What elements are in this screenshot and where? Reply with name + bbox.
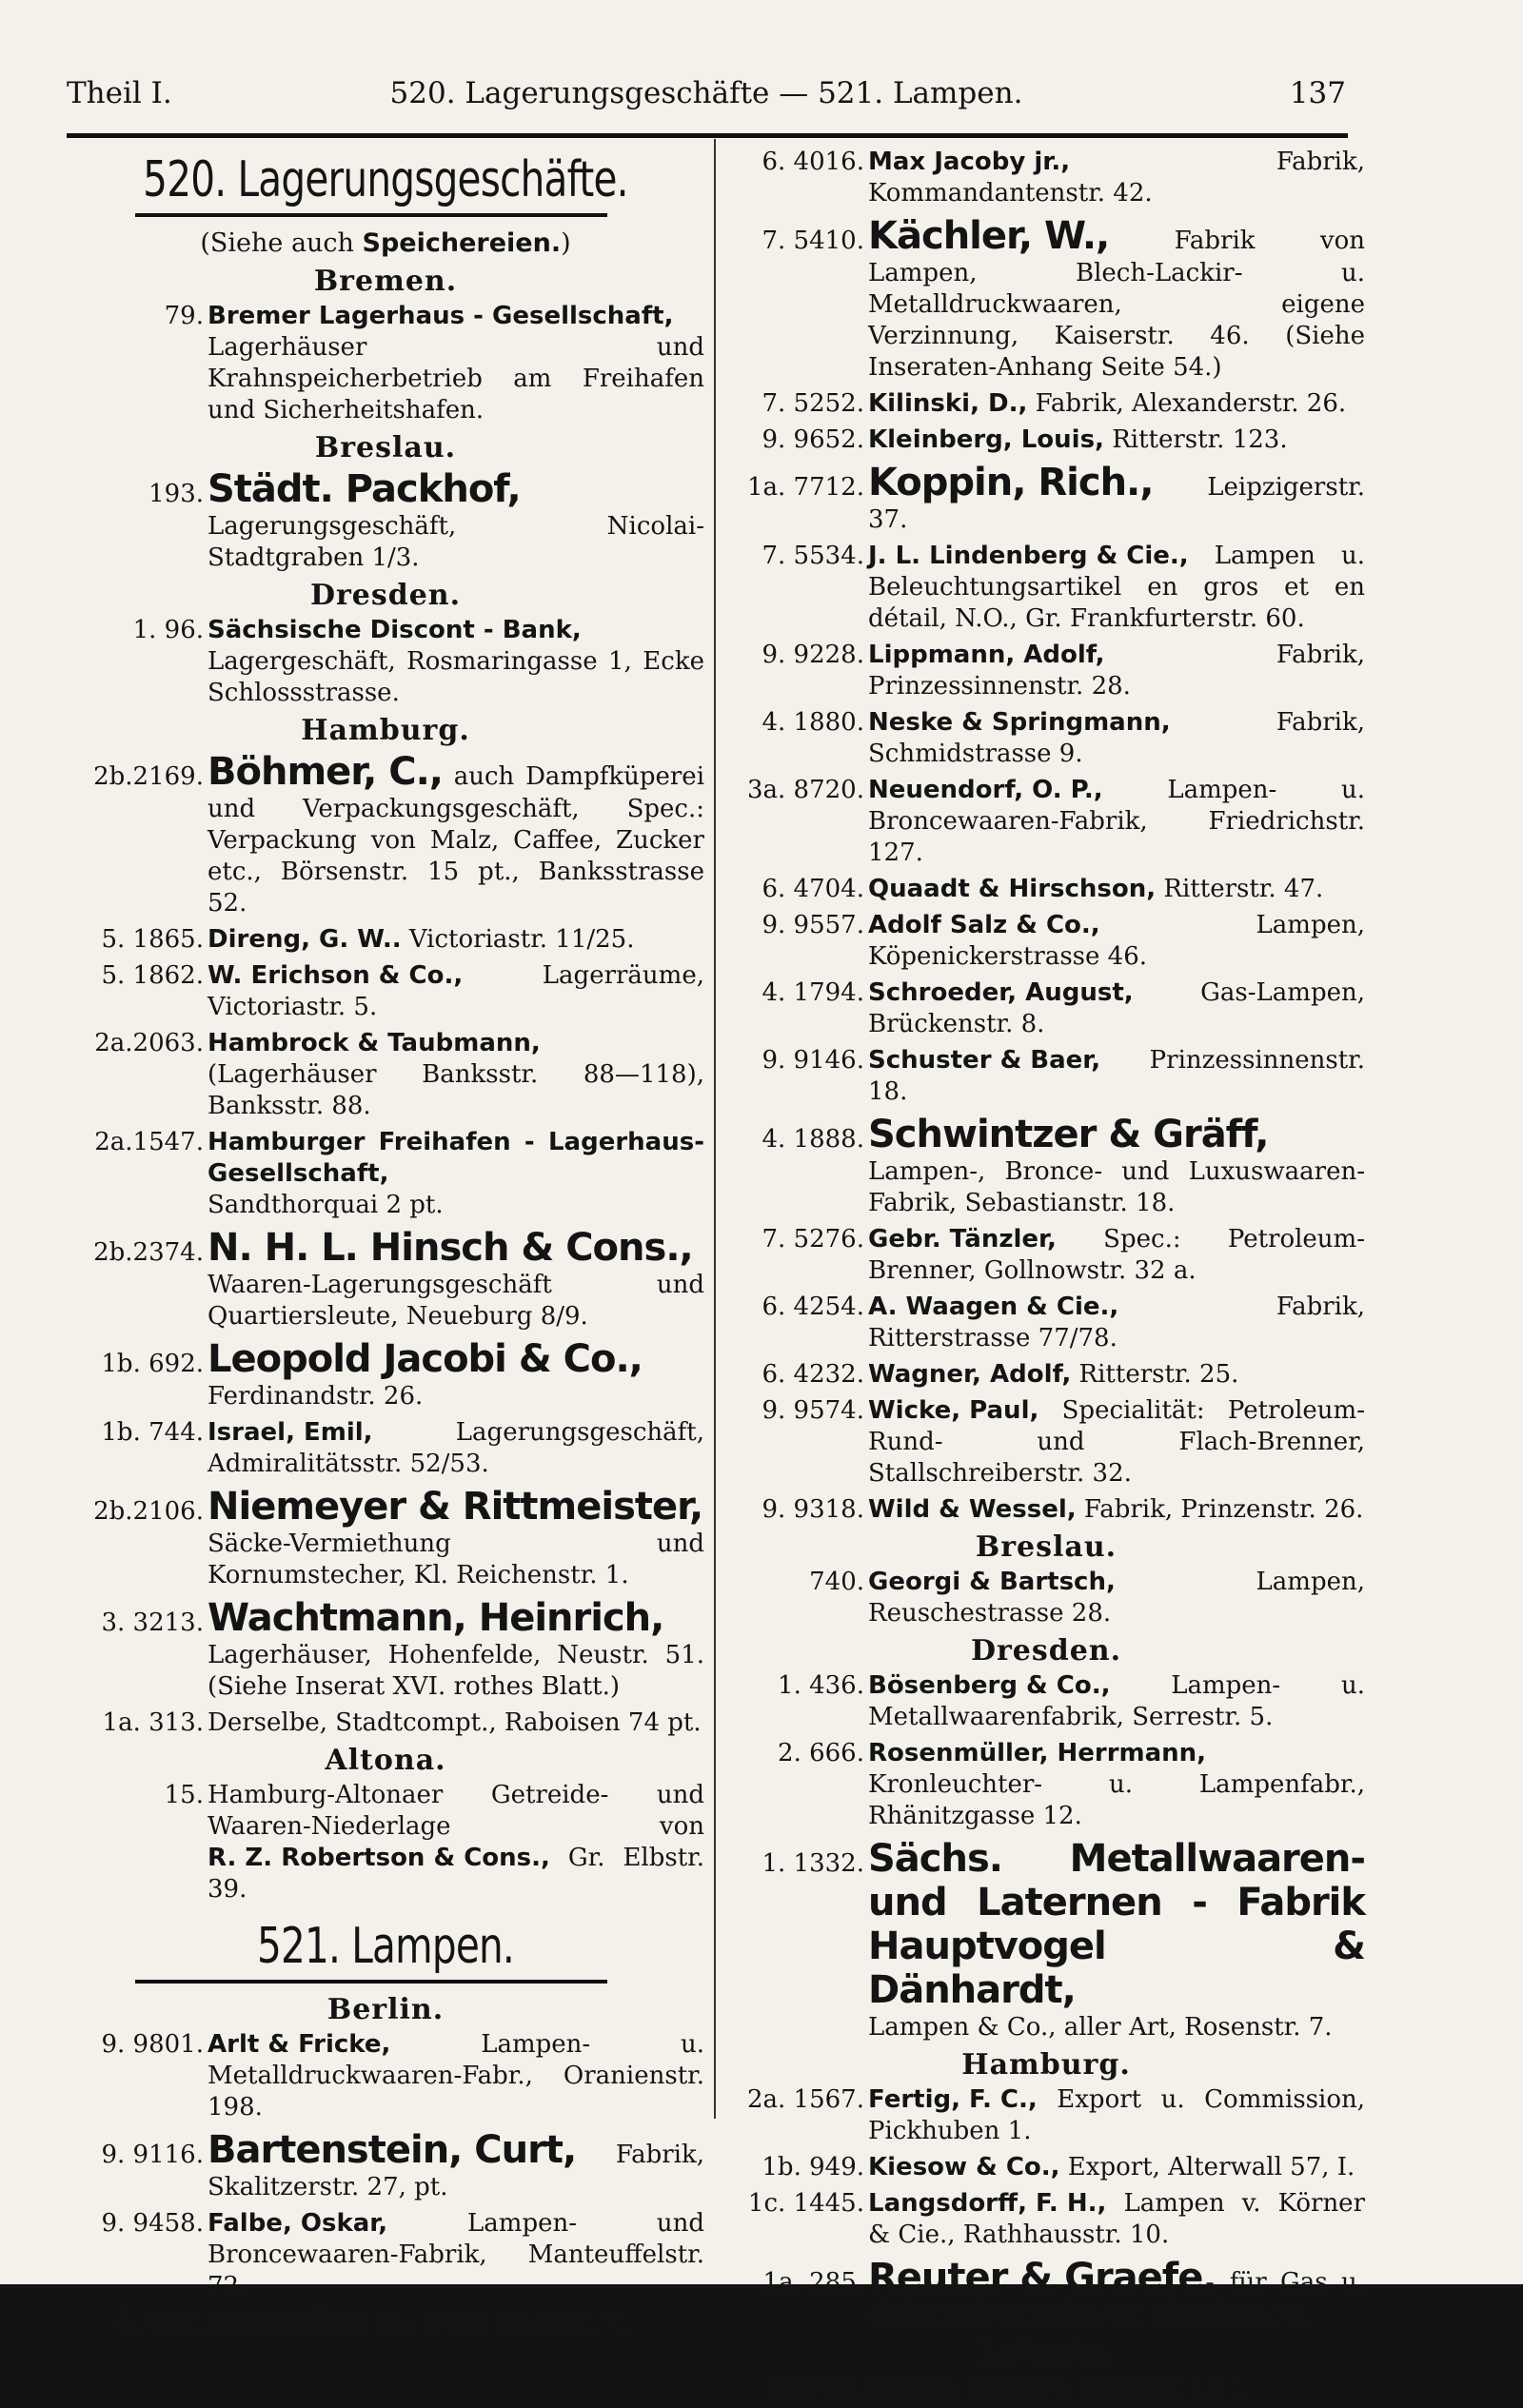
entry-text: Neue Rossstr. 7. — [423, 2308, 628, 2337]
list-item — [727, 2372, 1365, 2403]
entry-number: 6. 4232. — [762, 1360, 864, 1389]
section-title-520: 520. Lagerungsgeschäfte. — [143, 151, 628, 208]
entry-number: 1a. 313. — [102, 1708, 204, 1737]
entry-text: Fabrik, Skalitzerstr. 27, pt. — [208, 2141, 704, 2201]
entry-number: 9. 9458. — [101, 2209, 204, 2238]
list-item — [727, 1224, 1365, 1287]
firm-name: Fertig, F. C., — [868, 2085, 1038, 2114]
firm-name: Langsdorff, F. H., — [868, 2189, 1107, 2218]
entry-text: (Lagerhäuser Banksstr. 88—118), Banksstr. 88. — [208, 1060, 704, 1120]
list-item — [727, 541, 1365, 635]
list-item — [67, 467, 704, 574]
entry-text: Lampen u. Beleuchtungsartikel en gros et en détail, N.O., Gr. Frankfurterstr. 60. — [868, 542, 1365, 633]
city-heading: Berlin. — [326, 1993, 445, 2026]
list-item — [67, 1780, 704, 1905]
entry-number: 7. 5534. — [762, 542, 864, 570]
entry-text: Lampen & Co., aller Art, Rosenstr. 7. — [868, 2013, 1333, 2042]
entry-text: Waaren-Lagerungsgeschäft und Quartiersleute, Neueburg 8/9. — [208, 1271, 704, 1331]
firm-name: A. Waagen & Cie., — [868, 1293, 1119, 1321]
entry-text: Lagerhäuser und Krahnspeicherbetrieb am Freihafen und Sicherheitshafen. — [208, 333, 704, 424]
entry-number: 1a. 285. — [762, 2268, 864, 2297]
entry-number: 2. 666. — [778, 1739, 864, 1767]
entry-text: Spec.: Petroleum-Brenner, Gollnowstr. 32 a. — [868, 1225, 1365, 1285]
list-item — [67, 2307, 704, 2339]
entry-text: Fabrik, Prinzessinnenstr. 28. — [868, 641, 1365, 701]
firm-name: Kilinski, D., — [868, 389, 1028, 418]
list-item — [727, 640, 1365, 702]
firm-name: Wild & Wessel, — [868, 1495, 1077, 1524]
firm-name: Quaadt & Hirschson, — [868, 875, 1157, 903]
list-item — [67, 2128, 704, 2203]
entry-number: 4. 1880. — [762, 708, 864, 737]
list-item — [727, 1292, 1365, 1354]
entry-text: Victoriastr. 11/25. — [408, 925, 635, 954]
entry-text: Fabrik, Alexanderstr. 26. — [1035, 389, 1347, 418]
entry-number: 4. 827. — [117, 2308, 204, 2337]
firm-name: Georgi & Bartsch, — [868, 1568, 1116, 1596]
firm-name: Lippmann, Adolf, — [868, 641, 1105, 669]
firm-name: Schwintzer & Gräff, — [868, 1113, 1269, 1156]
list-item — [67, 2029, 704, 2123]
city-heading: Altona. — [325, 1744, 446, 1777]
entry-text: Sandthorquai 2 pt. — [208, 1191, 444, 1219]
list-item — [727, 874, 1365, 905]
list-item — [727, 388, 1365, 420]
entry-number: 3a. 8720. — [746, 776, 864, 804]
firm-name: Neuendorf, O. P., — [868, 776, 1103, 804]
entry-number: 2b.2169. — [93, 762, 204, 791]
list-item — [727, 977, 1365, 1040]
entry-number: 2b.2374. — [93, 1238, 204, 1267]
entry-number: 9. 9228. — [762, 641, 864, 669]
list-item — [67, 1485, 704, 1591]
list-item — [727, 214, 1365, 384]
header-rule — [67, 133, 1348, 138]
city-heading: Leipzig. — [979, 2336, 1114, 2369]
firm-name: Max Jacoby jr., — [868, 148, 1071, 176]
entry-text: Lampen- und Broncewaaren-Fabrik, Manteuffelstr. 72. — [208, 2209, 704, 2300]
entry-text: Lampen, Reuschestrasse 28. — [868, 1568, 1365, 1628]
entry-number: 1b. 744. — [101, 1418, 204, 1447]
entry-number: 15. — [164, 1781, 204, 1809]
entry-text: Export u. Commission, Pickhuben 1. — [868, 2085, 1365, 2145]
list-item — [67, 615, 704, 709]
page-headline: 520. Lagerungsgeschäfte — 521. Lampen. — [389, 76, 1023, 110]
list-item — [727, 461, 1365, 536]
see-also-suffix: ) — [561, 228, 571, 258]
entry-text: Ritterstr. 25. — [1078, 1360, 1239, 1389]
firm-name: Direng, G. W.. — [208, 925, 402, 954]
list-item — [67, 1707, 704, 1739]
entry-number: 3. 3213. — [101, 1609, 204, 1637]
entry-text: Specialität: Petroleum-Rund- und Flach-Brenner, Stallschreiberstr. 32. — [868, 1396, 1365, 1488]
city-heading: Dresden. — [309, 579, 462, 612]
entry-text: Leipzigerstr. 37. — [868, 473, 1365, 534]
entry-text: Fabrik, Schmidstrasse 9. — [868, 708, 1365, 768]
list-item — [727, 1494, 1365, 1526]
entry-text: Säcke-Vermiethung und Kornumstecher, Kl. Reichenstr. 1. — [208, 1530, 704, 1589]
firm-name: Hamburger Freihafen - Lagerhaus-Gesellschaft, — [208, 1128, 704, 1188]
entry-number: 6. 4704. — [762, 875, 864, 903]
firm-name: Rosenmüller, Herrmann, — [868, 1739, 1207, 1767]
entry-number: 193. — [148, 480, 204, 508]
entry-text: Burgstr. 10 I. — [1081, 2373, 1249, 2401]
entry-text: Fabrik, Prinzenstr. 26. — [1083, 1495, 1364, 1524]
list-item — [727, 2152, 1365, 2183]
entry-number: 1c. 1445. — [747, 2189, 864, 2218]
entry-number: 1b. 692. — [101, 1350, 204, 1378]
firm-name: W. Erichson & Co., — [208, 961, 464, 990]
entry-number: 9. 9801. — [101, 2030, 204, 2059]
entry-text: Lampen, Köpenickerstrasse 46. — [868, 911, 1365, 971]
firm-name: J. L. Lindenberg & Cie., — [868, 542, 1189, 570]
entry-text: Lampen v. Körner & Cie., Rathhausstr. 10. — [868, 2189, 1365, 2249]
entry-number: 9. 9146. — [762, 1046, 864, 1075]
firm-name: Niemeyer & Rittmeister, — [208, 1485, 703, 1529]
list-item — [67, 750, 704, 919]
city-heading: Breslau. — [314, 431, 457, 464]
firm-name: Bösenberg & Co., — [868, 1671, 1111, 1700]
entry-text: Hamburg-Altonaer Getreide- und Waaren-Niederlage von — [208, 1781, 704, 1841]
entry-number: 1a. 7712. — [746, 473, 864, 502]
part-label: Theil I. — [67, 76, 172, 110]
entry-text: Lagerungsgeschäft, Nicolai-Stadtgraben 1/3. — [208, 512, 704, 572]
firm-name: Schroeder, August, — [868, 978, 1134, 1007]
entry-text: Fabrik, Ritterstrasse 77/78. — [868, 1293, 1365, 1352]
entry-text: Export, Alterwall 57, I. — [1067, 2153, 1355, 2181]
city-heading: Bremen. — [313, 265, 458, 298]
entry-text: Lagerräume, Victoriastr. 5. — [208, 961, 704, 1021]
section-rule — [135, 213, 607, 217]
left-column — [67, 139, 704, 2343]
list-item — [727, 1837, 1365, 2043]
see-also-prefix: (Siehe auch — [200, 228, 354, 258]
list-item — [67, 1596, 704, 1703]
firm-name: Gebr. Tänzler, — [868, 1225, 1057, 1253]
list-item — [67, 1417, 704, 1480]
entry-text: Fabrik von Lampen, Blech-Lackir- u. Metalldruckwaaren, eigene Verzinnung, Kaiserstr. 46. (Siehe Inseraten-Anhang Seite 54.) — [868, 227, 1365, 382]
firm-name: Reuter & Graefe, — [868, 2256, 1216, 2299]
entry-text: Derselbe, Stadtcompt., Raboisen 74 pt. — [208, 1708, 702, 1737]
entry-number: 2a.1547. — [94, 1128, 204, 1156]
entry-number: 9. 9318. — [762, 1495, 864, 1524]
list-item — [67, 1028, 704, 1122]
entry-number: 2b.2106. — [93, 1497, 204, 1526]
entry-text: Ferdinandstr. 26. — [208, 1382, 424, 1411]
entry-number: 2a. 1567. — [746, 2085, 864, 2114]
list-item — [727, 1567, 1365, 1629]
entry-text: Gas-Lampen, Brückenstr. 8. — [868, 978, 1365, 1038]
list-item — [727, 910, 1365, 973]
firm-name: Sächsische Discont - Bank, — [208, 616, 582, 644]
list-item — [67, 1127, 704, 1221]
list-item — [727, 147, 1365, 209]
entry-text: Gr. Elbstr. 39. — [208, 1844, 705, 1904]
list-item — [67, 2208, 704, 2302]
firm-name: Bremer Lagerhaus - Gesellschaft, — [208, 302, 674, 330]
entry-number: 1b. 949. — [762, 2153, 864, 2181]
list-item — [67, 924, 704, 956]
list-item — [727, 1113, 1365, 1219]
city-heading: Breslau. — [975, 1530, 1118, 1564]
entry-text: Lampen- u. Metallwaarenfabrik, Serrestr. 5. — [868, 1671, 1365, 1731]
firm-name: R. Z. Robertson & Cons., — [208, 1844, 550, 1872]
firm-name: Jacobi, Robert, — [868, 2373, 1075, 2401]
firm-name: Adolf Salz & Co., — [868, 911, 1100, 939]
entry-text: Fabrik, Kommandantenstr. 42. — [868, 148, 1365, 207]
entry-number: 5. 1865. — [101, 925, 204, 954]
firm-name: Leopold Jacobi & Co., — [208, 1337, 643, 1381]
entry-text: Lagerhäuser, Hohenfelde, Neustr. 51. (Siehe Inserat XVI. rothes Blatt.) — [208, 1641, 704, 1701]
firm-name: Sächs. Metallwaaren- und Laternen - Fabrik Hauptvogel & Dänhardt, — [868, 1837, 1365, 2012]
list-item — [727, 2256, 1365, 2331]
firm-name: Gutmacher, N., — [208, 2308, 415, 2337]
entry-number: 4. 1794. — [762, 978, 864, 1007]
entry-number: angem. — [771, 2373, 864, 2401]
entry-number: 740. — [809, 1568, 864, 1596]
section-rule — [135, 1980, 607, 1984]
firm-name: Wagner, Adolf, — [868, 1360, 1072, 1389]
firm-name: Arlt & Fricke, — [208, 2030, 391, 2059]
firm-name: Bartenstein, Curt, — [208, 2128, 577, 2172]
entry-text: auch Dampfküperei und Verpackungsgeschäft, Spec.: Verpackung von Malz, Caffee, Zucker etc., Börsenstr. 15 pt., Banksstrasse 52. — [208, 762, 705, 918]
list-item — [67, 1226, 704, 1332]
entry-number: 7. 5252. — [762, 389, 864, 418]
entry-number: 2a.2063. — [94, 1029, 204, 1057]
page-number: 137 — [1289, 76, 1346, 110]
entry-number: 7. 5410. — [762, 227, 864, 255]
firm-name: Hambrock & Taubmann, — [208, 1029, 541, 1057]
entry-text: Ritterstr. 47. — [1163, 875, 1324, 903]
list-item — [727, 775, 1365, 869]
firm-name: Städt. Packhof, — [208, 467, 521, 511]
entry-number: 6. 4254. — [762, 1293, 864, 1321]
entry-text: Lampen- u. Metalldruckwaaren-Fabr., Oranienstr. 198. — [208, 2030, 704, 2122]
entry-number: 7. 5276. — [762, 1225, 864, 1253]
firm-name: Kächler, W., — [868, 214, 1110, 258]
list-item — [727, 1670, 1365, 1733]
list-item — [727, 707, 1365, 770]
firm-name: Schuster & Baer, — [868, 1046, 1101, 1075]
list-item — [727, 1359, 1365, 1391]
entry-number: 1. 1332. — [762, 1849, 864, 1878]
entry-text: Kronleuchter- u. Lampenfabr., Rhänitzgasse 12. — [868, 1770, 1365, 1830]
list-item — [67, 960, 704, 1023]
entry-number: 1. 96. — [132, 616, 204, 644]
firm-name: Israel, Emil, — [208, 1418, 373, 1447]
list-item — [727, 424, 1365, 456]
entry-number: 9. 9652. — [762, 425, 864, 454]
entry-number: 9. 9574. — [762, 1396, 864, 1425]
list-item — [67, 301, 704, 426]
see-also-term: Speichereien. — [362, 228, 562, 258]
right-column — [727, 139, 1365, 2408]
city-heading: Hamburg. — [961, 2048, 1131, 2082]
entry-number: 9. 9116. — [101, 2141, 204, 2169]
entry-number: 1. 436. — [778, 1671, 864, 1700]
list-item — [727, 1395, 1365, 1490]
list-item — [727, 1738, 1365, 1832]
running-header — [67, 69, 1346, 122]
firm-name: Kiesow & Co., — [868, 2153, 1060, 2181]
firm-name: Kleinberg, Louis, — [868, 425, 1104, 454]
entry-number: 4. 1888. — [762, 1125, 864, 1154]
entry-number: 6. 4016. — [762, 148, 864, 176]
section-title-521: 521. Lampen. — [256, 1918, 515, 1975]
list-item — [67, 1337, 704, 1412]
entry-text: Lampen- u. Broncewaaren-Fabrik, Friedrichstr. 127. — [868, 776, 1365, 867]
firm-name: Koppin, Rich., — [868, 461, 1154, 504]
entry-text: Lampen-, Bronce- und Luxuswaaren-Fabrik, Sebastianstr. 18. — [868, 1157, 1365, 1217]
list-item — [727, 2188, 1365, 2251]
entry-text: Lagergeschäft, Rosmaringasse 1, Ecke Schlossstrasse. — [208, 647, 704, 707]
firm-name: Böhmer, C., — [208, 750, 443, 794]
list-item — [727, 2084, 1365, 2147]
entry-text: Lagerungsgeschäft, Admiralitätsstr. 52/53. — [208, 1418, 704, 1478]
entry-number: 5. 1862. — [101, 961, 204, 990]
firm-name: Wicke, Paul, — [868, 1396, 1039, 1425]
list-item — [727, 1045, 1365, 1108]
city-heading: Hamburg. — [301, 714, 470, 747]
city-heading: Dresden. — [970, 1634, 1122, 1668]
entry-text: Ritterstr. 123. — [1112, 425, 1288, 454]
firm-name: Neske & Springmann, — [868, 708, 1171, 737]
entry-number: 9. 9557. — [762, 911, 864, 939]
column-divider — [714, 139, 716, 2119]
entry-number: 79. — [164, 302, 204, 330]
firm-name: Wachtmann, Heinrich, — [208, 1596, 664, 1640]
entry-text: für Gas u. elektrisches Licht, Gr. Bleichen 30. — [868, 2268, 1366, 2329]
firm-name: Falbe, Oskar, — [208, 2209, 388, 2238]
entry-text: Prinzessinnenstr. 18. — [868, 1046, 1365, 1106]
firm-name: N. H. L. Hinsch & Cons., — [208, 1226, 693, 1270]
see-also-note — [67, 227, 704, 261]
